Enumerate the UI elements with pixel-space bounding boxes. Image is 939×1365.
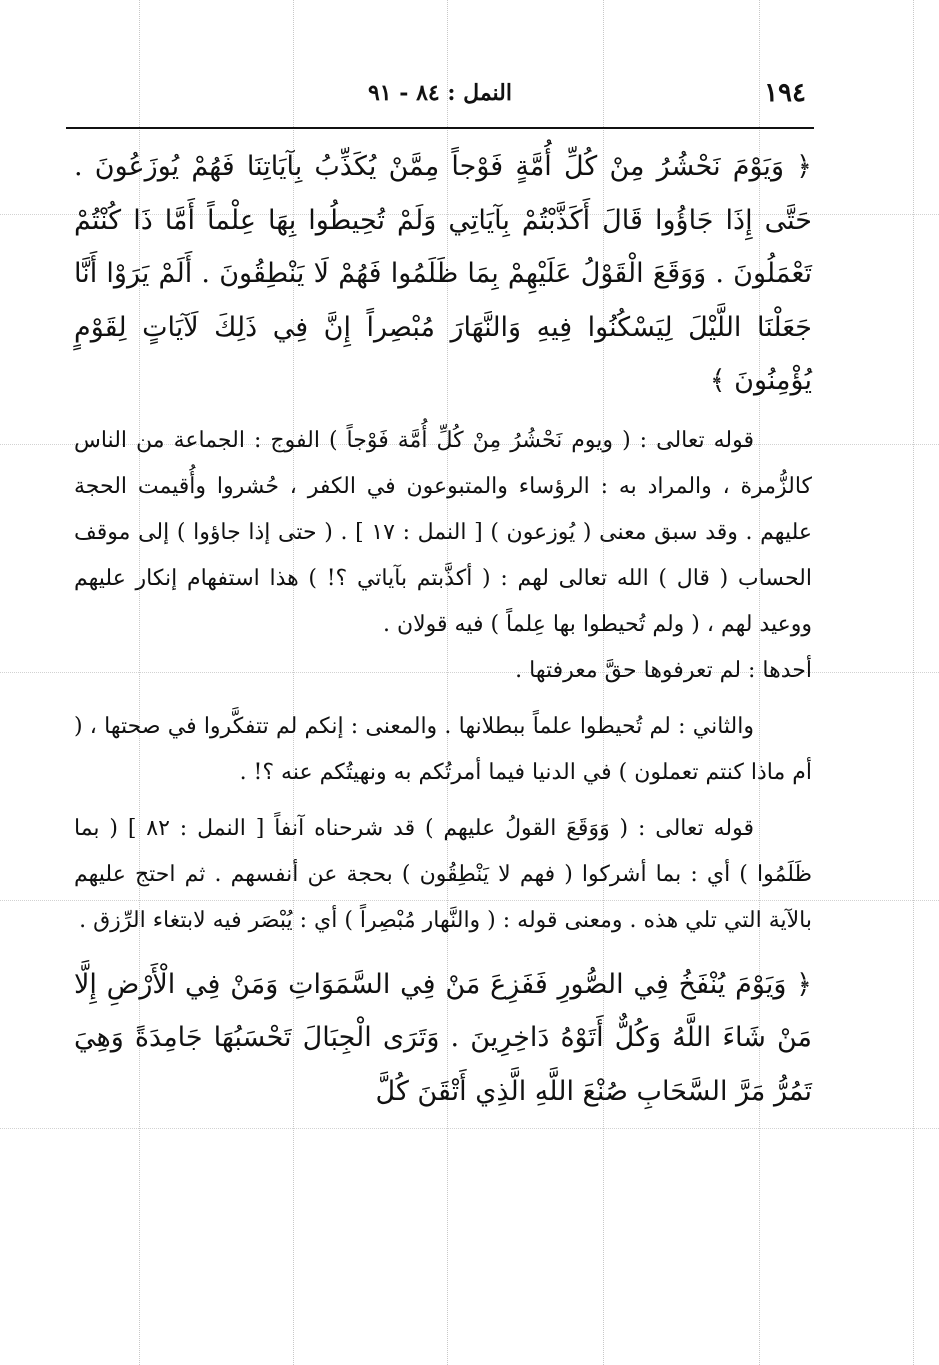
tafsir-paragraph: قوله تعالى : ( ويوم نَحْشُرُ مِنْ كُلِّ أُمَّة فَوْجاً ) الفوج : الجماعة من الناس كالزُّمرة ، والمراد به : الرؤساء والمتبوعون في الكفر ، حُشروا وأُقيمت الحجة عليهم . وقد سبق معنى ( يُوزعون ) [ النمل : ١٧ ] . ( حتى إذا جاؤوا ) إلى موقف الحساب ( قال ) الله تعالى لهم : ( أكذَّبتم بآياتي ؟! ) هذا استفهام إنكار عليهم ووعيد لهم ، ( ولم تُحيطوا بها عِلماً ) فيه قولان . <box>74 427 812 637</box>
quran-verse-block: ﴿ وَيَوْمَ يُنْفَخُ فِي الصُّورِ فَفَزِعَ مَنْ فِي السَّمَوَاتِ وَمَنْ فِي الْأَرْضِ إِلَّا مَنْ شَاءَ اللَّهُ وَكُلٌّ أَتَوْهُ دَاخِرِينَ . وَتَرَى الْجِبَالَ تَحْسَبُهَا جَامِدَةً وَهِيَ تَمُرُّ مَرَّ السَّحَابِ صُنْعَ اللَّهِ الَّذِي أَتْقَنَ كُلَّ <box>74 968 812 1107</box>
tafsir-paragraph: قوله تعالى : ( وَوَقَعَ القولُ عليهم ) قد شرحناه آنفاً [ النمل : ٨٢ ] ( بما ظَلَمُوا ) أي : بما أشركوا ( فهم لا يَنْطِقُون ) بحجة عن أنفسهم . ثم احتج عليهم بالآية التي تلي هذه . ومعنى قوله : ( والنَّهار مُبْصِراً ) أي : يُبْصَر فيه لابتغاء الرِّزق . <box>74 815 812 933</box>
quran-verse-block: ﴿ وَيَوْمَ نَحْشُرُ مِنْ كُلِّ أُمَّةٍ فَوْجاً مِمَّنْ يُكَذِّبُ بِآيَاتِنَا فَهُمْ يُوزَعُونَ . حَتَّى إِذَا جَاؤُوا قَالَ أَكَذَّبْتُمْ بِآيَاتِي وَلَمْ تُحِيطُوا بِهَا عِلْماً أَمَّا ذَا كُنْتُمْ تَعْمَلُونَ . وَوَقَعَ الْقَوْلُ عَلَيْهِمْ بِمَا ظَلَمُوا فَهُمْ لَا يَنْطِقُونَ . أَلَمْ يَرَوْا أَنَّا جَعَلْنَا اللَّيْلَ لِيَسْكُنُوا فِيهِ وَالنَّهَارَ مُبْصِراً إِنَّ فِي ذَلِكَ لَآيَاتٍ لِقَوْمٍ يُؤْمِنُونَ ﴾ <box>74 151 812 396</box>
page-number: ١٩٤ <box>764 78 806 108</box>
page-header <box>66 78 814 118</box>
page-content <box>74 140 812 1128</box>
running-title: النمل : ٨٤ - ٩١ <box>367 80 512 106</box>
header-rule <box>66 127 814 129</box>
tafsir-paragraph: والثاني : لم تُحيطوا علماً ببطلانها . والمعنى : إنكم لم تتفكَّروا في صحتها ، ( أم ماذا كنتم تعملون ) في الدنيا فيما أمرتُكم به ونهيتُكم عنه ؟! . <box>74 713 812 785</box>
tafsir-paragraph: أحدها : لم تعرفوها حقَّ معرفتها . <box>515 657 812 683</box>
scan-grid-line <box>913 0 914 1365</box>
scan-grid-line <box>0 1128 939 1129</box>
